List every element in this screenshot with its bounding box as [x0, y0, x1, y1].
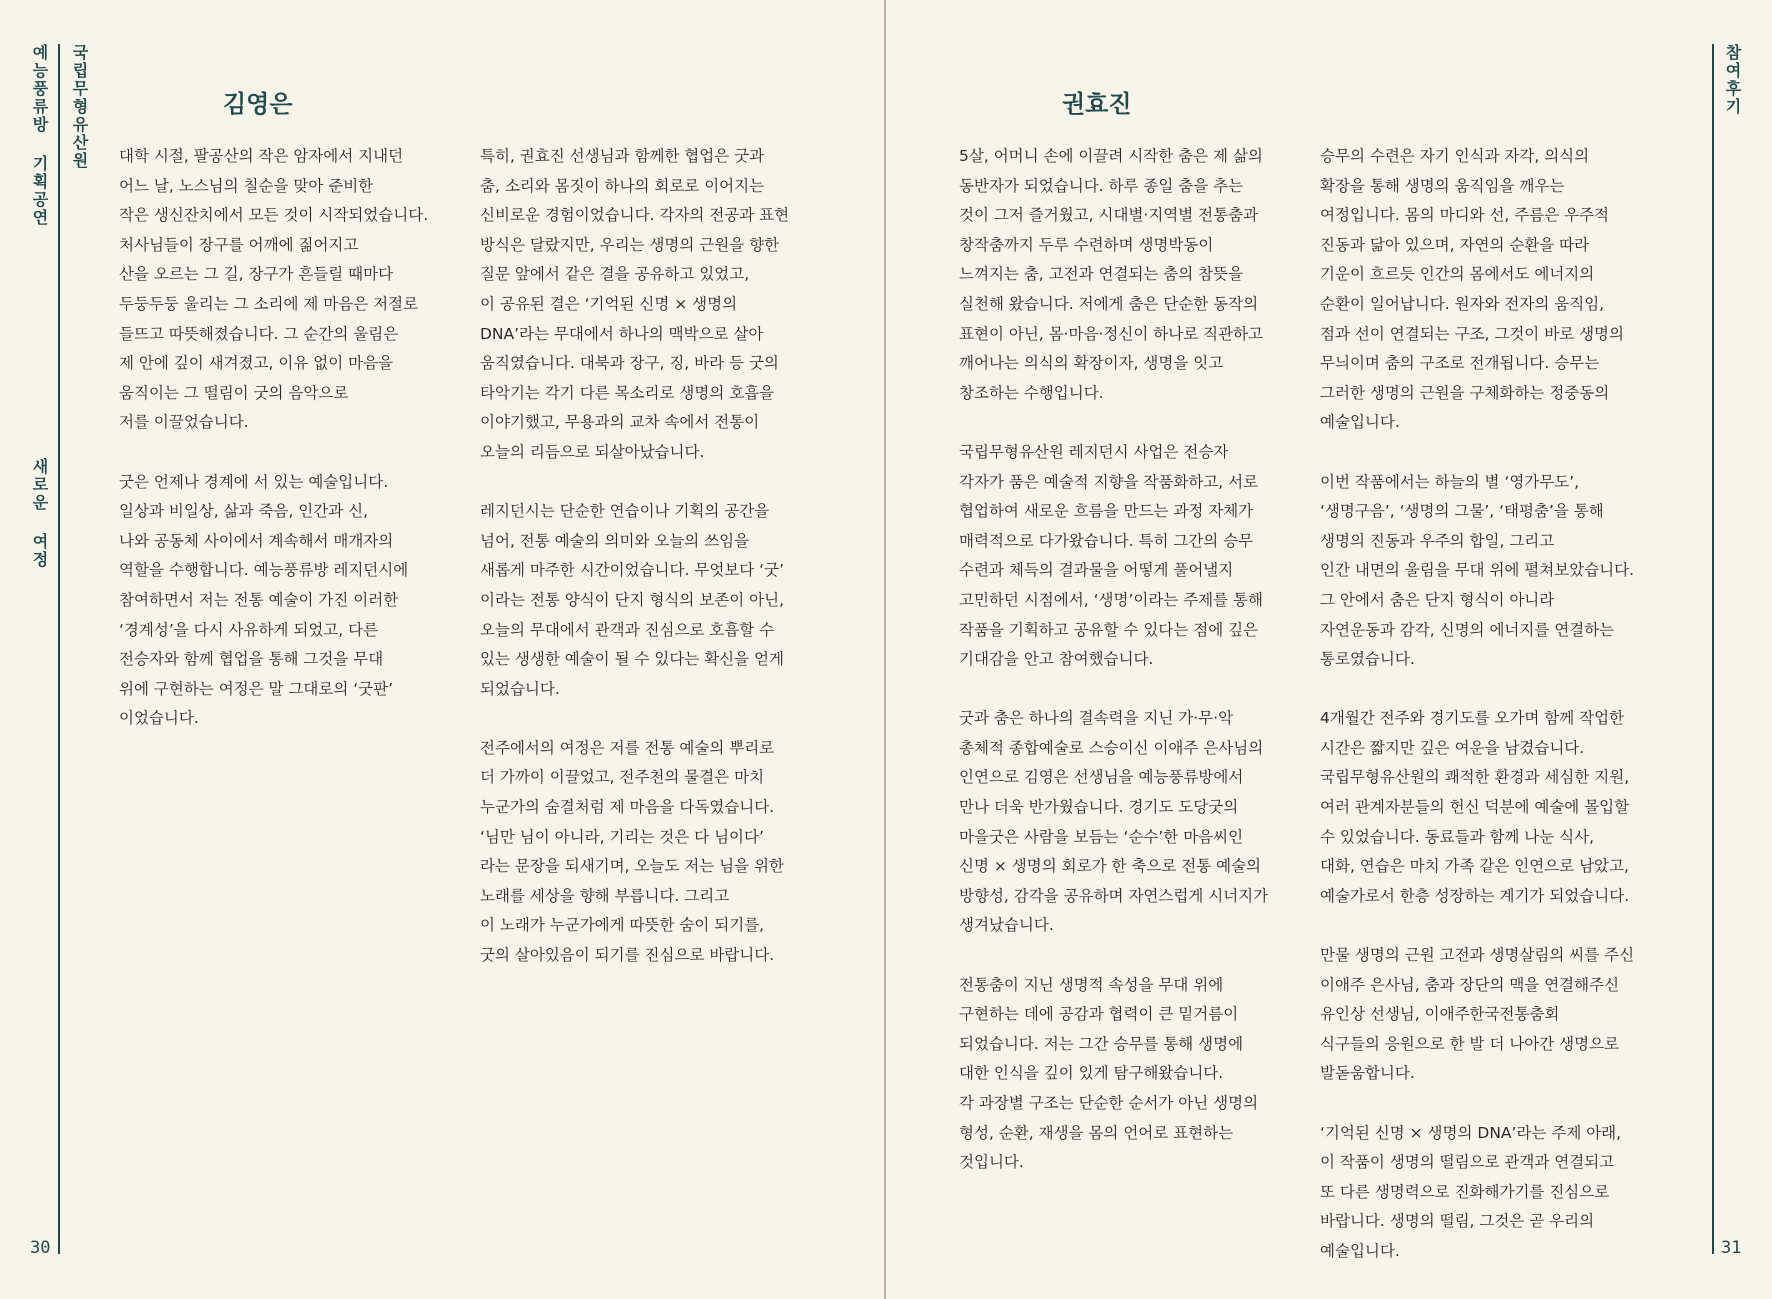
text-line: 움직이는 그 떨림이 굿의 음악으로	[119, 383, 349, 402]
text-line: 나와 공동체 사이에서 계속해서 매개자의	[119, 531, 394, 550]
text-line: 되었습니다.	[480, 679, 560, 698]
text-line: 특히, 권효진 선생님과 함께한 협업은 굿과	[480, 147, 765, 165]
text-line: ‘님만 님이 아니라, 기리는 것은 다 님이다’	[480, 827, 764, 846]
text-line: 되었습니다. 저는 그간 승무를 통해 생명에	[959, 1034, 1244, 1053]
paragraph	[119, 142, 459, 438]
right-column-1	[959, 142, 1299, 1207]
text-line: 저를 이끌었습니다.	[119, 413, 249, 432]
left-column-2	[480, 142, 840, 1000]
text-line: 어느 날, 노스님의 칠순을 맞아 준비한	[119, 176, 374, 195]
paragraph	[959, 971, 1299, 1178]
text-line: 만물 생명의 근원 고전과 생명살림의 씨를 주신	[1320, 946, 1635, 965]
text-line: 바랍니다. 생명의 떨림, 그것은 곧 우리의	[1320, 1212, 1595, 1231]
text-line: 작품을 기획하고 공유할 수 있다는 점에 깊은	[959, 620, 1259, 639]
text-line: 생겨났습니다.	[959, 916, 1054, 935]
left-column-1	[119, 142, 459, 763]
paragraph	[1320, 941, 1680, 1089]
text-line: 협업하여 새로운 흐름을 만드는 과정 자체가	[959, 502, 1254, 521]
text-line: 확장을 통해 생명의 움직임을 깨우는	[1320, 176, 1565, 195]
text-line: 처사님들이 장구를 어깨에 짊어지고	[119, 235, 359, 254]
text-line: 생명의 진동과 우주의 합일, 그리고	[1320, 531, 1555, 550]
text-line: 시간은 짧지만 깊은 여운을 남겼습니다.	[1320, 738, 1585, 757]
text-line: 식구들의 응원으로 한 발 더 나아간 생명으로	[1320, 1034, 1620, 1053]
text-line: 라는 문장을 되새기며, 오늘도 저는 님을 위한	[480, 857, 785, 876]
text-line: 국립무형유산원의 쾌적한 환경과 세심한 지원,	[1320, 768, 1630, 787]
right-column-2	[1320, 142, 1680, 1296]
text-line: 표현이 아닌, 몸·마음·정신이 하나로 직관하고	[959, 324, 1264, 343]
vertical-program-title: 예능풍류방 기획공연	[30, 44, 49, 227]
text-line: 움직였습니다. 대북과 장구, 징, 바라 등 굿의	[480, 354, 779, 373]
page-number-left: 30	[30, 1238, 51, 1258]
text-line: 인간 내면의 울림을 무대 위에 펼쳐보았습니다.	[1320, 561, 1635, 580]
text-line: 제 안에 깊이 새겨졌고, 이유 없이 마음을	[119, 354, 394, 373]
text-line: 유인상 선생님, 이애주한국전통춤회	[1320, 1005, 1560, 1024]
text-line: 매력적으로 다가왔습니다. 특히 그간의 승무	[959, 531, 1254, 550]
text-line: 들뜨고 따뜻해졌습니다. 그 순간의 울림은	[119, 324, 399, 343]
text-line: 이 노래가 누군가에게 따뜻한 숨이 되기를,	[480, 916, 765, 935]
text-line: 이 작품이 생명의 떨림으로 관객과 연결되고	[1320, 1153, 1615, 1172]
text-line: DNA’라는 무대에서 하나의 맥박으로 살아	[480, 324, 764, 343]
text-line: 넘어, 전통 예술의 의미와 오늘의 쓰임을	[480, 531, 750, 550]
text-line: 산을 오르는 그 길, 장구가 흔들릴 때마다	[119, 265, 394, 284]
text-line: 형성, 순환, 재생을 몸의 언어로 표현하는	[959, 1123, 1234, 1142]
text-line: 인연으로 김영은 선생님을 예능풍류방에서	[959, 768, 1244, 787]
text-line: 일상과 비일상, 삶과 죽음, 인간과 신,	[119, 502, 369, 521]
text-line: 통로였습니다.	[1320, 650, 1415, 669]
text-line: 작은 생신잔치에서 모든 것이 시작되었습니다.	[119, 206, 429, 225]
text-line: 여정입니다. 몸의 마디와 선, 주름은 우주적	[1320, 206, 1610, 225]
text-line: 순환이 일어납니다. 원자와 전자의 움직임,	[1320, 294, 1605, 313]
text-line: 춤, 소리와 몸짓이 하나의 회로로 이어지는	[480, 176, 765, 195]
text-line: 총체적 종합예술로 스승이신 이애주 은사님의	[959, 738, 1264, 757]
paragraph	[480, 497, 840, 704]
text-line: 방향성, 감각을 공유하며 자연스럽게 시너지가	[959, 886, 1269, 905]
text-line: 무늬이며 춤의 구조로 전개됩니다. 승무는	[1320, 354, 1600, 373]
text-line: 이라는 전통 양식이 단지 형식의 보존이 아닌,	[480, 590, 785, 609]
text-line: 대한 인식을 깊이 있게 탐구해왔습니다.	[959, 1064, 1224, 1083]
text-line: ‘기억된 신명 × 생명의 DNA’라는 주제 아래,	[1320, 1123, 1622, 1142]
text-line: 느껴지는 춤, 고전과 연결되는 춤의 참뜻을	[959, 265, 1244, 284]
text-line: 노래를 세상을 향해 부릅니다. 그리고	[480, 886, 730, 905]
paragraph	[1320, 1119, 1680, 1267]
text-line: 기대감을 안고 참여했습니다.	[959, 650, 1154, 669]
text-line: 더 가까이 이끌었고, 전주천의 물결은 마치	[480, 768, 765, 787]
paragraph	[480, 142, 840, 468]
text-line: 예술가로서 한층 성장하는 계기가 되었습니다.	[1320, 886, 1630, 905]
text-line: 신비로운 경험이었습니다. 각자의 전공과 표현	[480, 206, 790, 225]
page-number-right: 31	[1721, 1238, 1742, 1258]
text-line: 전통춤이 지닌 생명적 속성을 무대 위에	[959, 975, 1224, 994]
left-page	[0, 0, 884, 1299]
text-line: 이애주 은사님, 춤과 장단의 맥을 연결해주신	[1320, 975, 1620, 994]
text-line: 진동과 닮아 있으며, 자연의 순환을 따라	[1320, 235, 1590, 254]
text-line: 만나 더욱 반가웠습니다. 경기도 도당굿의	[959, 798, 1239, 817]
text-line: 이 공유된 결은 ‘기억된 신명 × 생명의	[480, 294, 738, 313]
vertical-org-name: 국립무형유산원	[70, 44, 89, 170]
text-line: 참여하면서 저는 전통 예술이 가진 이러한	[119, 590, 399, 609]
text-line: 이번 작품에서는 하늘의 별 ‘영가무도’,	[1320, 472, 1580, 491]
text-line: 4개월간 전주와 경기도를 오가며 함께 작업한	[1320, 709, 1625, 728]
paragraph	[959, 438, 1299, 675]
text-line: 수련과 체득의 결과물을 어떻게 풀어낼지	[959, 561, 1234, 580]
text-line: 위에 구현하는 여정은 말 그대로의 ‘굿판’	[119, 679, 394, 698]
text-line: 타악기는 각기 다른 목소리로 생명의 호흡을	[480, 383, 775, 402]
text-line: 승무의 수련은 자기 인식과 자각, 의식의	[1320, 147, 1590, 165]
text-line: 자연운동과 감각, 신명의 에너지를 연결하는	[1320, 620, 1615, 639]
text-line: 누군가의 숨결처럼 제 마음을 다독였습니다.	[480, 798, 775, 817]
text-line: 이야기했고, 무용과의 교차 속에서 전통이	[480, 413, 760, 432]
text-line: 것이 그저 즐거웠고, 시대별·지역별 전통춤과	[959, 206, 1259, 225]
text-line: 점과 선이 연결되는 구조, 그것이 바로 생명의	[1320, 324, 1625, 343]
paragraph	[1320, 142, 1680, 438]
paragraph	[959, 142, 1299, 408]
author-name-left: 김영은	[223, 90, 293, 118]
text-line: 굿은 언제나 경계에 서 있는 예술입니다.	[119, 472, 389, 491]
text-line: 레지던시는 단순한 연습이나 기획의 공간을	[480, 502, 770, 521]
text-line: 있는 생생한 예술이 될 수 있다는 확신을 얻게	[480, 650, 785, 669]
paragraph	[1320, 468, 1680, 675]
text-line: 또 다른 생명력으로 진화해가기를 진심으로	[1320, 1182, 1610, 1201]
text-line: 오늘의 리듬으로 되살아났습니다.	[480, 442, 705, 461]
text-line: 대학 시절, 팔공산의 작은 암자에서 지내던	[119, 147, 404, 165]
text-line: 새롭게 마주한 시간이었습니다. 무엇보다 ‘굿’	[480, 561, 785, 580]
text-line: 여러 관계자분들의 헌신 덕분에 예술에 몰입할	[1320, 798, 1630, 817]
text-line: 전주에서의 여정은 저를 전통 예술의 뿌리로	[480, 738, 775, 757]
text-line: 예술입니다.	[1320, 413, 1400, 432]
text-line: 이었습니다.	[119, 709, 199, 728]
text-line: ‘경계성’을 다시 사유하게 되었고, 다른	[119, 620, 379, 639]
text-line: 국립무형유산원 레지던시 사업은 전승자	[959, 442, 1229, 461]
text-line: 각 과장별 구조는 단순한 순서가 아닌 생명의	[959, 1094, 1259, 1112]
text-line: 것입니다.	[959, 1153, 1024, 1172]
text-line: 구현하는 데에 공감과 협력이 큰 밑거름이	[959, 1005, 1239, 1024]
vertical-program-subtitle: 새로운 여정	[30, 458, 49, 569]
text-line: 두둥두둥 울리는 그 소리에 제 마음은 저절로	[119, 294, 419, 313]
text-line: 예술입니다.	[1320, 1241, 1400, 1260]
text-line: 창작춤까지 두루 수련하며 생명박동이	[959, 235, 1214, 254]
text-line: 창조하는 수행입니다.	[959, 383, 1104, 402]
text-line: 실천해 왔습니다. 저에게 춤은 단순한 동작의	[959, 294, 1259, 313]
text-line: 전승자와 함께 협업을 통해 그것을 무대	[119, 650, 384, 669]
text-line: 역할을 수행합니다. 예능풍류방 레지던시에	[119, 561, 409, 580]
text-line: 각자가 품은 예술적 지향을 작품화하고, 서로	[959, 472, 1259, 491]
vertical-section-label: 참여후기	[1723, 44, 1742, 116]
text-line: 깨어나는 의식의 확장이자, 생명을 잇고	[959, 354, 1224, 373]
text-line: 신명 × 생명의 회로가 한 축으로 전통 예술의	[959, 857, 1262, 876]
text-line: 기운이 흐르듯 인간의 몸에서도 에너지의	[1320, 265, 1595, 284]
text-line: 5살, 어머니 손에 이끌려 시작한 춤은 제 삶의	[959, 147, 1263, 165]
text-line: 고민하던 시점에서, ‘생명’이라는 주제를 통해	[959, 590, 1264, 609]
text-line: 방식은 달랐지만, 우리는 생명의 근원을 향한	[480, 235, 780, 254]
text-line: 수 있었습니다. 동료들과 함께 나눈 식사,	[1320, 827, 1595, 846]
text-line: 발돋움합니다.	[1320, 1064, 1415, 1083]
paragraph	[959, 704, 1299, 941]
right-divider-line	[1712, 44, 1714, 1254]
paragraph	[1320, 704, 1680, 911]
text-line: 오늘의 무대에서 관객과 진심으로 호흡할 수	[480, 620, 775, 639]
author-name-right: 권효진	[1062, 90, 1132, 118]
text-line: 대화, 연습은 마치 가족 같은 인연으로 남았고,	[1320, 857, 1629, 876]
text-line: 그러한 생명의 근원을 구체화하는 정중동의	[1320, 383, 1610, 402]
text-line: 굿의 살아있음이 되기를 진심으로 바랍니다.	[480, 946, 775, 965]
left-divider-line	[58, 44, 60, 1254]
right-page	[886, 0, 1772, 1299]
text-line: 동반자가 되었습니다. 하루 종일 춤을 추는	[959, 176, 1244, 195]
text-line: 질문 앞에서 같은 결을 공유하고 있었고,	[480, 265, 750, 284]
text-line: 굿과 춤은 하나의 결속력을 지닌 가·무·악	[959, 709, 1234, 728]
paragraph	[119, 468, 459, 734]
text-line: ‘생명구음’, ‘생명의 그물’, ‘태평춤’을 통해	[1320, 502, 1604, 521]
paragraph	[480, 734, 840, 971]
text-line: 마을굿은 사람을 보듬는 ‘순수’한 마음씨인	[959, 827, 1244, 846]
text-line: 그 안에서 춤은 단지 형식이 아니라	[1320, 590, 1555, 609]
